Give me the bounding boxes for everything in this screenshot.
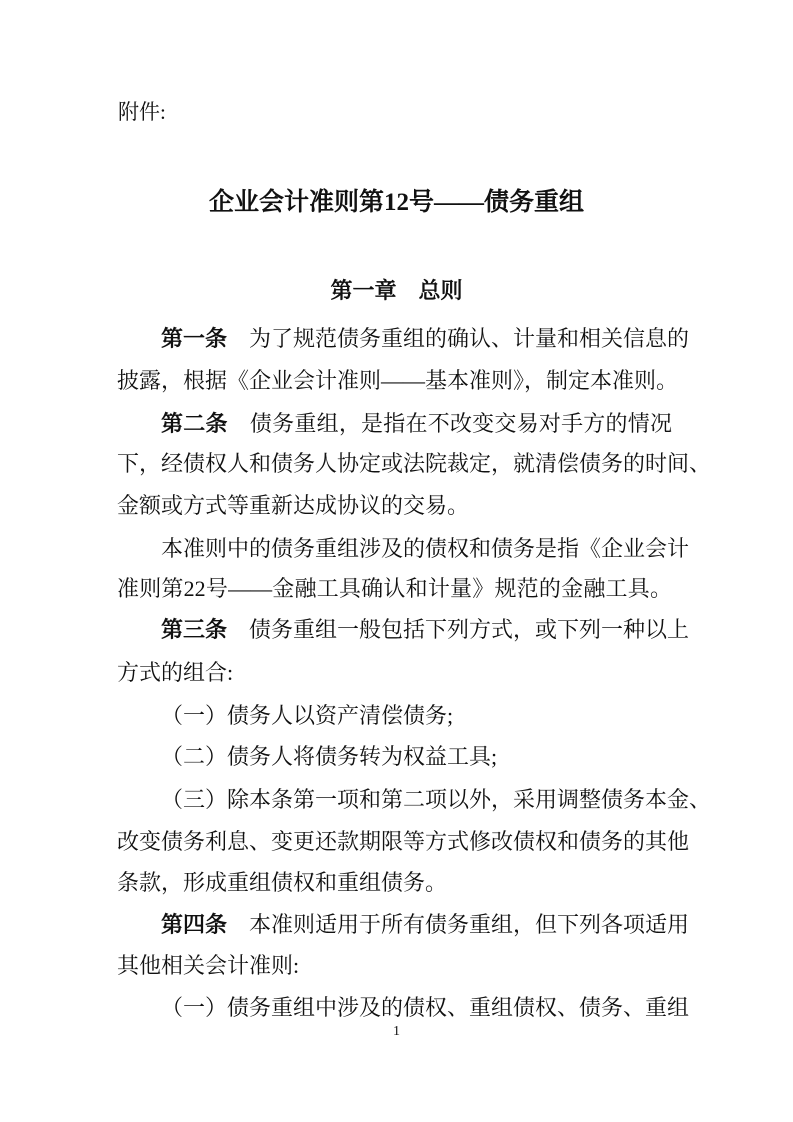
body-line	[161, 910, 690, 940]
body-line	[117, 951, 672, 981]
line-text: （一）债务重组中涉及的债权、重组债权、债务、重组	[161, 995, 690, 1020]
line-text: 本准则中的债务重组涉及的债权和债务是指《企业会计	[161, 536, 690, 561]
article-number: 第二条	[161, 411, 228, 436]
body-line	[161, 701, 672, 731]
page-number: 1	[393, 1024, 400, 1039]
body-line	[161, 409, 672, 439]
line-text: 为了规范债务重组的确认、计量和相关信息的	[227, 326, 690, 351]
body-line	[117, 491, 672, 521]
line-text: 金额或方式等重新达成协议的交易。	[117, 493, 470, 518]
body-line	[161, 534, 690, 564]
line-text: （二）债务人将债务转为权益工具;	[161, 744, 498, 769]
line-text: 改变债务利息、变更还款期限等方式修改债权和债务的其他	[117, 829, 690, 854]
line-text: （一）债务人以资产清偿债务;	[161, 703, 454, 728]
line-text: 准则第22号——金融工具确认和计量》规范的金融工具。	[117, 576, 672, 601]
line-text: 披露，根据《企业会计准则——基本准则》，制定本准则。	[117, 368, 679, 393]
line-text: 债务重组，是指在不改变交易对手方的情况	[227, 411, 672, 436]
line-text: 其他相关会计准则:	[117, 953, 300, 978]
article-number: 第一条	[161, 326, 228, 351]
body-line	[161, 993, 690, 1023]
line-text: （三）除本条第一项和第二项以外，采用调整债务本金、	[161, 787, 712, 812]
body-line	[117, 658, 672, 688]
line-text: 条款，形成重组债权和重组债务。	[117, 870, 448, 895]
line-text: 方式的组合:	[117, 660, 234, 685]
body-line	[117, 868, 672, 898]
body-line	[161, 615, 690, 645]
body-line	[161, 785, 712, 815]
line-text: 债务重组一般包括下列方式，或下列一种以上	[227, 617, 690, 642]
article-number: 第四条	[161, 912, 228, 937]
document-title: 企业会计准则第12号——债务重组	[208, 189, 584, 216]
line-text: 下，经债权人和债务人协定或法院裁定，就清偿债务的时间、	[117, 451, 712, 476]
body-line	[161, 324, 690, 354]
article-number: 第三条	[161, 617, 228, 642]
attachment-label: 附件:	[118, 100, 166, 124]
body-line	[117, 827, 690, 857]
chapter-heading: 第一章 总则	[330, 278, 463, 303]
line-text: 本准则适用于所有债务重组，但下列各项适用	[227, 912, 690, 937]
body-line	[117, 449, 712, 479]
body-line	[117, 574, 672, 604]
body-line	[117, 366, 679, 396]
body-line	[161, 742, 672, 772]
